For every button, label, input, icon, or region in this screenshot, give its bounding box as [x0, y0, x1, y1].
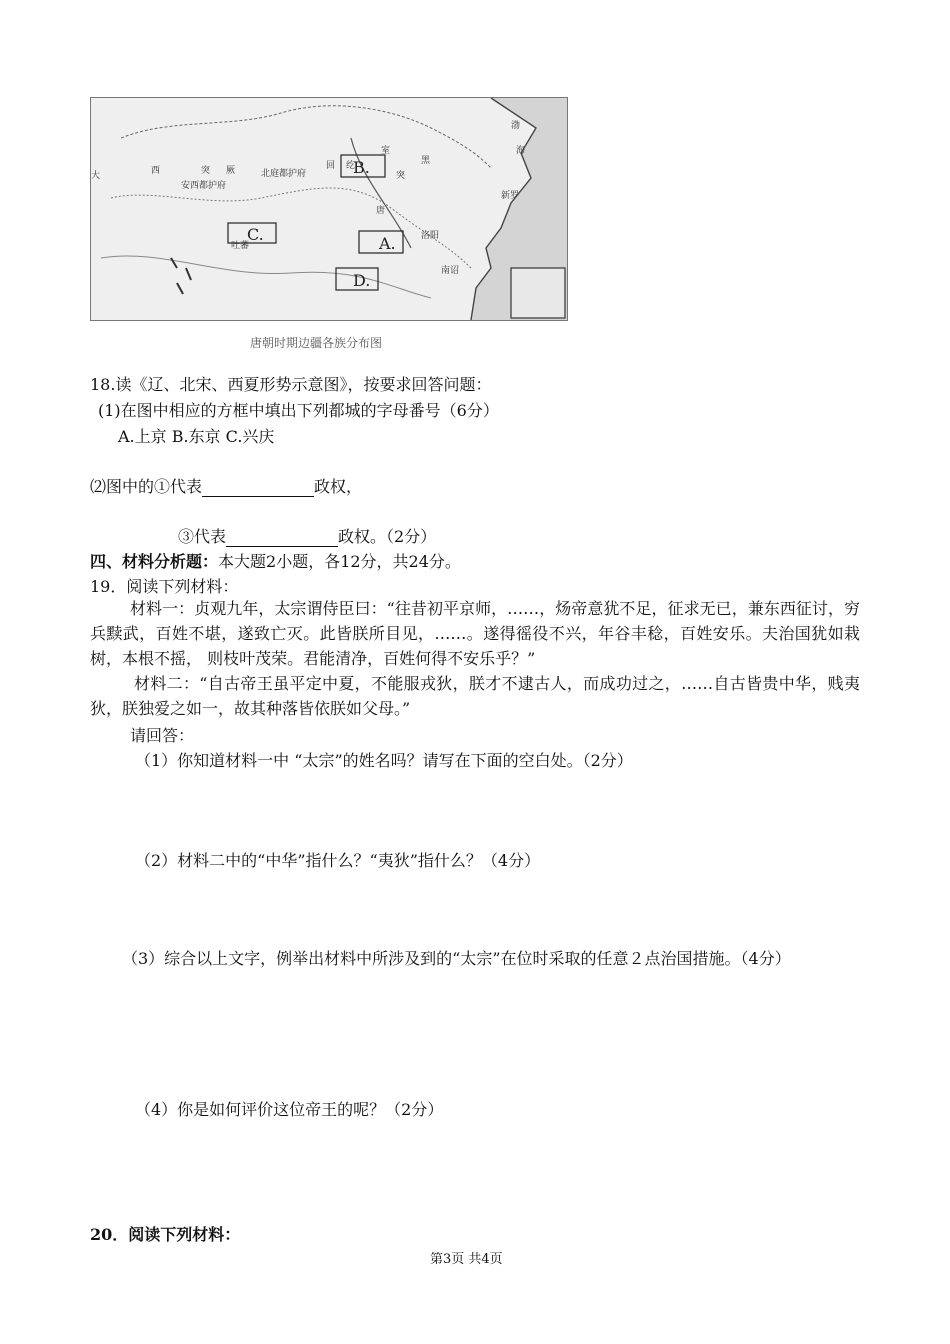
box-letter-c: C. [247, 225, 264, 244]
q19-sub4: （4）你是如何评价这位帝王的呢？（2分） [135, 1100, 444, 1119]
q19-stem: 19．阅读下列材料： [90, 577, 239, 596]
svg-text:新罗: 新罗 [501, 191, 520, 201]
svg-text:安西都护府: 安西都护府 [181, 181, 227, 191]
svg-text:北庭都护府: 北庭都护府 [261, 169, 307, 179]
section4-title: 四、材料分析题： [90, 552, 219, 571]
q18-part1: (1)在图中相应的方框中填出下列都城的字母番号（6分） [98, 401, 499, 420]
svg-text:南诏: 南诏 [441, 266, 460, 276]
q19-sub3: （3）综合以上文字，例举出材料中所涉及到的“太宗”在位时采取的任意２点治国措施。（4分） [122, 949, 791, 968]
q19-sub1: （1）你知道材料一中 “太宗”的姓名吗？请写在下面的空白处。（2分） [135, 751, 633, 770]
q18-part2 [90, 474, 362, 497]
svg-text:洛阳: 洛阳 [421, 231, 440, 241]
svg-text:海: 海 [516, 146, 526, 156]
svg-text:回: 回 [326, 161, 336, 171]
q18-stem: 18.读《辽、北宋、西夏形势示意图》，按要求回答问题： [90, 375, 492, 394]
map-caption: 唐朝时期边疆各族分布图 [250, 336, 383, 350]
section4-desc: 本大题2小题，各12分，共24分。 [218, 552, 461, 571]
box-letter-b: B. [353, 158, 370, 177]
box-letter-a: A. [379, 234, 396, 253]
q18-part2-suffix: 政权， [314, 477, 363, 496]
q19-material2: 材料二：“自古帝王虽平定中夏，不能服戎狄，朕才不逮古人，而成功过之，……自古皆贵中华，贱夷狄，朕独爱之如一，故其种落皆依朕如父母。” [90, 674, 860, 718]
q18-part2-prefix: ⑵图中的①代表 [90, 477, 203, 496]
svg-text:室: 室 [381, 146, 391, 156]
q18-blank-2[interactable] [226, 528, 338, 547]
tang-border-map [90, 97, 568, 321]
q18-options: A.上京 B.东京 C.兴庆 [118, 427, 275, 446]
svg-text:唐: 唐 [376, 206, 386, 216]
q19-prompt: 请回答： [130, 726, 195, 745]
q18-part3-prefix: ③代表 [178, 527, 227, 546]
q19-material1: 材料一：贞观九年，太宗谓侍臣曰：“往昔初平京师，……，炀帝意犹不足，征求无已，兼东西征讨，穷兵黩武，百姓不堪，遂致亡灭。此皆朕所目见，……。遂得徭役不兴，年谷丰稔，百姓安乐。夫治国犹如栽树，本根不摇， 则枝叶茂荣。君能清净，百姓何得不安乐乎？” [90, 599, 860, 668]
svg-text:厥: 厥 [226, 166, 236, 176]
svg-text:大: 大 [91, 171, 101, 181]
section4-heading [90, 549, 461, 572]
svg-text:突: 突 [201, 166, 211, 176]
page-number: 第3页 共4页 [430, 1252, 503, 1267]
box-letter-d: D. [353, 271, 371, 290]
svg-text:黑: 黑 [421, 156, 431, 166]
svg-text:突: 突 [396, 171, 406, 181]
q19-sub2: （2）材料二中的“中华”指什么？“夷狄”指什么？（4分） [135, 851, 541, 870]
map-drawing [91, 98, 567, 320]
svg-text:渤: 渤 [511, 121, 521, 131]
q18-part3-suffix: 政权。（2分） [338, 527, 437, 546]
q18-blank-1[interactable] [202, 478, 314, 497]
q20-stem: 20．阅读下列材料： [90, 1225, 241, 1244]
svg-text:纥: 纥 [346, 161, 356, 171]
svg-text:西: 西 [151, 166, 161, 176]
svg-text:吐蕃: 吐蕃 [231, 241, 250, 251]
q18-part3 [178, 524, 436, 547]
